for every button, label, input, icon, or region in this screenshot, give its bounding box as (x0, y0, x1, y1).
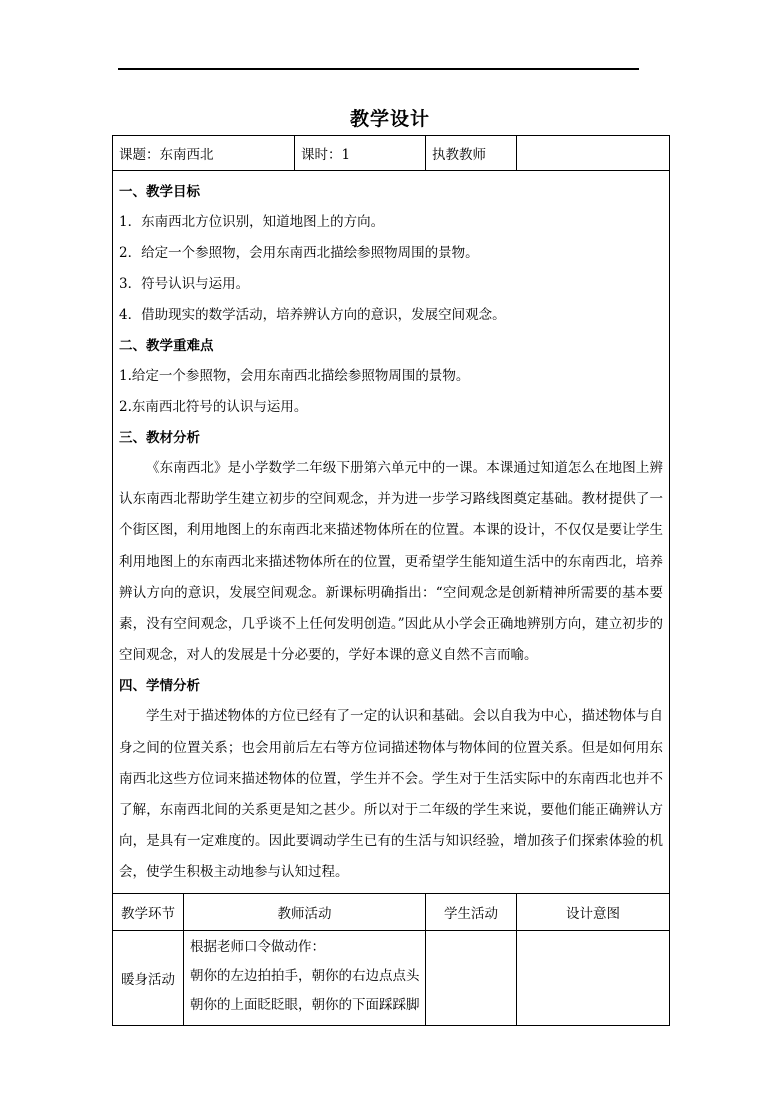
top-rule (118, 68, 639, 70)
section-heading-material: 三、教材分析 (119, 430, 200, 446)
teacher-value-cell[interactable] (517, 136, 670, 171)
goal-item: 3．符号认识与运用。 (119, 276, 250, 292)
design-intent-cell (517, 930, 670, 1025)
column-header-stage: 教学环节 (113, 893, 184, 930)
goal-item: 2．给定一个参照物，会用东南西北描绘参照物周围的景物。 (119, 245, 479, 261)
key-point-item: 1.给定一个参照物，会用东南西北描绘参照物周围的景物。 (119, 368, 470, 384)
table-row (113, 930, 670, 1025)
teacher-activity-cell (184, 930, 426, 1025)
header-row (113, 136, 670, 171)
goal-item: 1．东南西北方位识别，知道地图上的方向。 (119, 214, 385, 230)
students-paragraph: 学生对于描述物体的方位已经有了一定的认识和基础。会以自我为中心，描述物体与自身之间的位置关系；也会用前后左右等方位词描述物体与物体间的位置关系。但是如何用东南西北这些方位词来描述物体的位置，学生并不会。学生对于生活实际中的东南西北也并不了解，东南西北间的关系更是知之甚少。所以对于二年级的学生来说，要他们能正确辨认方向，是具有一定难度的。因此要调动学生已有的生活与知识经验，增加孩子们探索体验的机会，使学生积极主动地参与认知过程。 (119, 708, 663, 881)
key-point-item: 2.东南西北符号的认识与运用。 (119, 399, 308, 415)
periods-cell: 课时：1 (295, 136, 426, 171)
column-header-intent: 设计意图 (517, 893, 670, 930)
goal-item: 4．借助现实的数学活动，培养辨认方向的意识，发展空间观念。 (119, 307, 506, 323)
column-header-student: 学生活动 (426, 893, 517, 930)
content-cell (113, 171, 670, 894)
material-paragraph: 《东南西北》是小学数学二年级下册第六单元中的一课。本课通过知道怎么在地图上辨认东南西北帮助学生建立初步的空间观念，并为进一步学习路线图奠定基础。教材提供了一个街区图，利用地图上的东南西北来描述物体所在的位置。本课的设计，不仅仅是要让学生利用地图上的东南西北来描述物体所在的位置，更希望学生能知道生活中的东南西北，培养辨认方向的意识，发展空间观念。新课标明确指出：“空间观念是创新精神所需要的基本要素，没有空间观念，几乎谈不上任何发明创造。”因此从小学会正确地辨别方向，建立初步的空间观念，对人的发展是十分必要的，学好本课的意义自然不言而喻。 (119, 460, 663, 664)
teacher-label-cell: 执教教师 (426, 136, 517, 171)
section-heading-goals: 一、教学目标 (119, 184, 200, 200)
topic-cell: 课题：东南西北 (113, 136, 295, 171)
activity-header-row (113, 893, 670, 930)
stage-cell: 暖身活动 (113, 930, 184, 1025)
section-heading-key-points: 二、教学重难点 (119, 338, 214, 354)
section-heading-students: 四、学情分析 (119, 678, 200, 695)
lesson-plan-table (112, 135, 670, 1026)
teacher-activity-line: 朝你的左边拍拍手，朝你的右边点点头 (190, 967, 420, 984)
student-activity-cell (426, 930, 517, 1025)
column-header-teacher: 教师活动 (184, 893, 426, 930)
content-row (113, 171, 670, 894)
teacher-activity-line: 朝你的上面眨眨眼，朝你的下面踩踩脚 (190, 996, 420, 1013)
teacher-activity-line: 根据老师口令做动作： (190, 938, 325, 955)
page-title: 教学设计 (349, 108, 430, 130)
